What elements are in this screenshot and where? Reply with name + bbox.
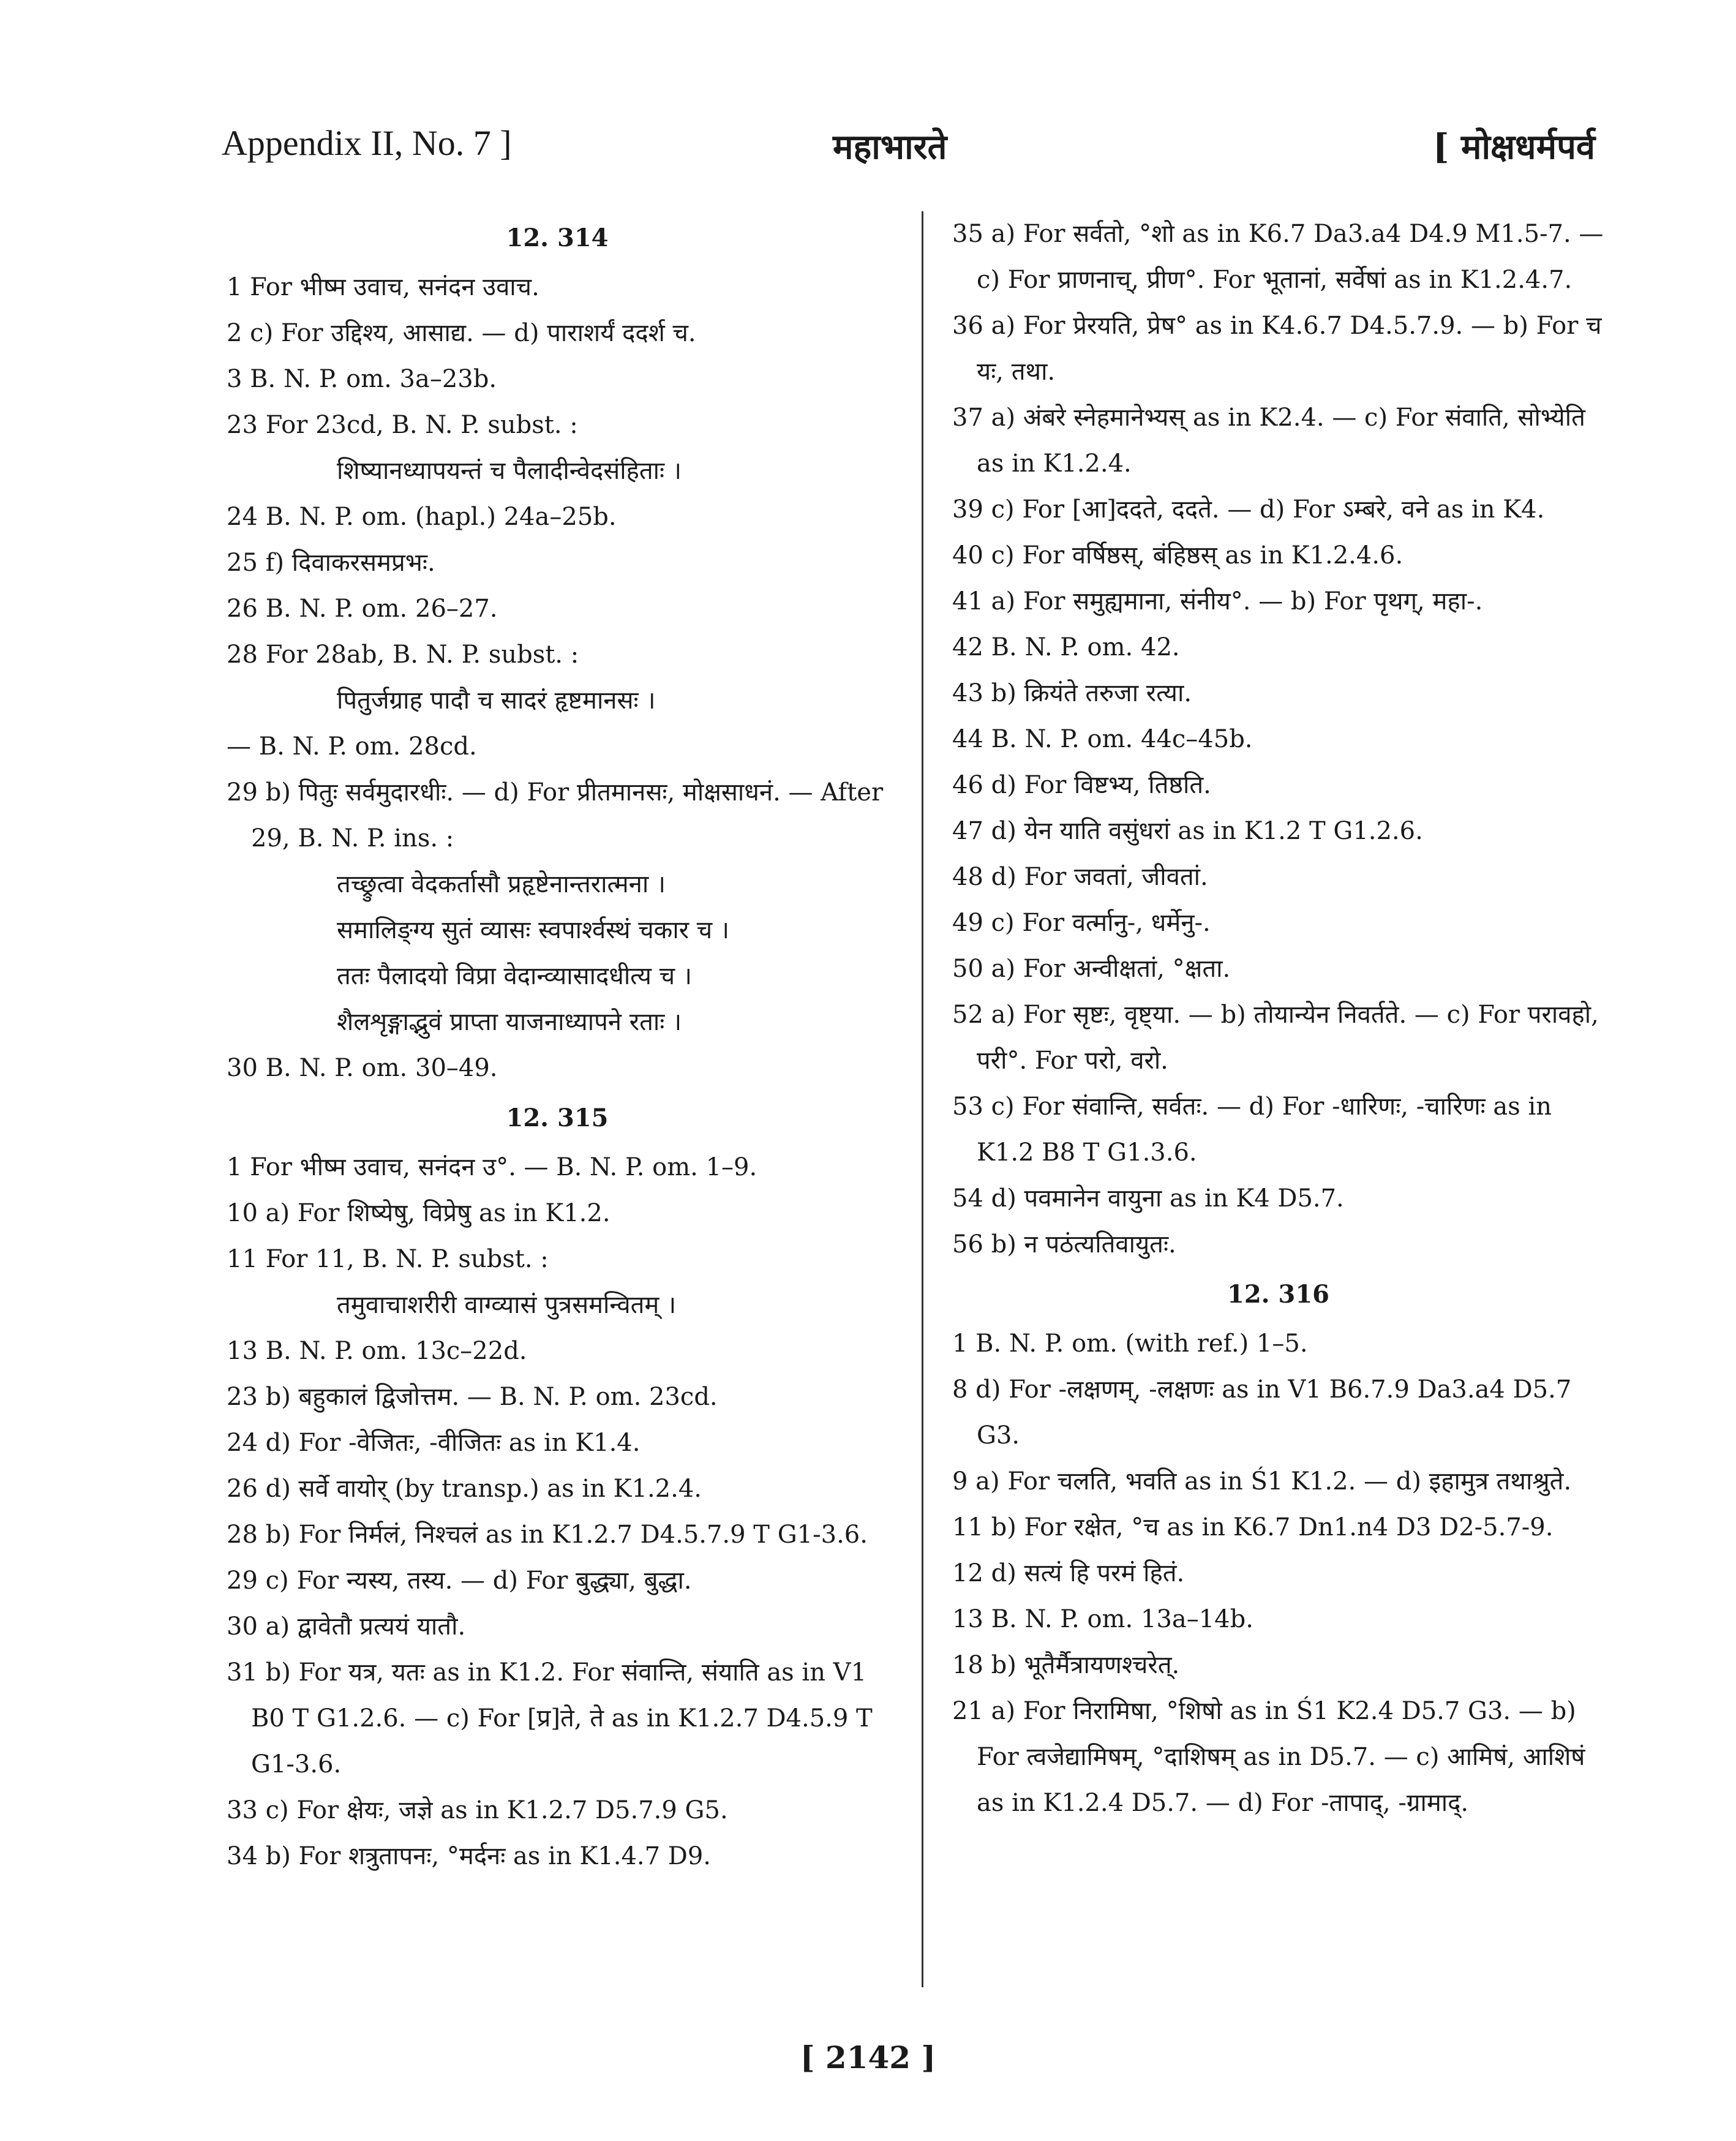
verse-line: शैलशृङ्गाद्भुवं प्राप्ता याजनाध्यापने रताः । — [337, 1008, 682, 1036]
note-entry: 48 d) For जवतां, जीवतां. — [952, 863, 1208, 891]
note-entry: 43 b) क्रियंते तरुजा रत्या. — [952, 679, 1192, 707]
note-entry: 52 a) For सृष्टः, वृष्ट्या. — b) तोयान्येन निवर्तते. — c) For परावहो, परी°. For परो, वरो. — [952, 1001, 1599, 1075]
note-entry: 2 c) For उद्दिश्य, आसाद्य. — d) पाराशर्यं ददर्श च. — [227, 319, 696, 347]
column-divider — [922, 211, 923, 1987]
header-section-title: [ मोक्षधर्मपर्व — [1433, 127, 1596, 167]
note-entry: 1 For भीष्म उवाच, सनंदन उवाच. — [227, 273, 539, 301]
note-entry: 8 d) For -लक्षणम्, -लक्षणः as in V1 B6.7.9 Da3.a4 D5.7 G3. — [952, 1375, 1572, 1450]
note-entry: 50 a) For अन्वीक्षतां, °क्षता. — [952, 955, 1231, 983]
note-entry: 53 c) For संवान्ति, सर्वतः. — d) For -धारिणः, -चारिणः as in K1.2 B8 T G1.3.6. — [952, 1093, 1552, 1167]
note-entry: 13 B. N. P. om. 13a–14b. — [952, 1605, 1253, 1633]
note-entry: 18 b) भूतैर्मैत्रायणश्चरेत्. — [952, 1651, 1180, 1679]
verse-line: ततः पैलादयो विप्रा वेदान्व्यासादधीत्य च । — [337, 962, 692, 990]
note-entry: 37 a) अंबरे स्नेहमानेभ्यस् as in K2.4. — c) For संवाति, सोभ्येति as in K1.2.4. — [952, 404, 1585, 478]
left-column — [227, 211, 888, 1879]
note-entry: 25 f) दिवाकरसमप्रभः. — [227, 549, 435, 577]
note-entry: 31 b) For यत्र, यतः as in K1.2. For संवान्ति, संयाति as in V1 B0 T G1.2.6. — c) For [प्र]ते, ते as in K1.2.7 D4.5.9 T G1-3.6. — [227, 1658, 873, 1778]
verse-line: समालिङ्ग्य सुतं व्यासः स्वपार्श्वस्थं चकार च । — [337, 916, 730, 944]
note-entry: 33 c) For क्षेयः, जज्ञे as in K1.2.7 D5.7.9 G5. — [227, 1796, 728, 1824]
note-entry: 35 a) For सर्वतो, °शो as in K6.7 Da3.a4 D4.9 M1.5-7. — c) For प्राणनाच्, प्रीण°. For भूतानां, सर्वेषां as in K1.2.4.7. — [952, 220, 1604, 294]
note-entry: 49 c) For वर्त्मानु-, धर्मेनु-. — [952, 909, 1211, 937]
note-entry: 28 b) For निर्मलं, निश्चलं as in K1.2.7 D4.5.7.9 T G1-3.6. — [227, 1521, 868, 1549]
note-entry: 40 c) For वर्षिष्ठस्, बंहिष्ठस् as in K1.2.4.6. — [952, 541, 1403, 570]
note-entry: 44 B. N. P. om. 44c–45b. — [952, 725, 1253, 753]
right-column — [952, 211, 1604, 1826]
note-entry: 12 d) सत्यं हि परमं हितं. — [952, 1559, 1185, 1587]
note-entry: 28 For 28ab, B. N. P. subst. : — [227, 641, 579, 669]
note-entry: 36 a) For प्रेरयति, प्रेष° as in K4.6.7 D4.5.7.9. — b) For च यः, तथा. — [952, 312, 1602, 386]
note-entry: 26 d) सर्वे वायोर् (by transp.) as in K1.2.4. — [227, 1475, 702, 1503]
verse-line: शिष्यानध्यापयन्तं च पैलादीन्वेदसंहिताः । — [337, 457, 682, 485]
note-entry: 21 a) For निरामिषा, °शिषो as in Ś1 K2.4 D5.7 G3. — b) For त्वजेद्यामिषम्, °दाशिषम् as in D5.7. — c) आमिषं, आशिषं as in K1.2.4 D5.7. — d) For -तापाद्, -ग्रामाद्. — [952, 1697, 1585, 1817]
section-heading-12-314: 12. 314 — [506, 224, 609, 252]
note-entry: 24 B. N. P. om. (hapl.) 24a–25b. — [227, 503, 617, 531]
note-entry: 41 a) For समुह्यमाना, संनीय°. — b) For पृथग्, महा-. — [952, 587, 1483, 615]
note-entry: 10 a) For शिष्येषु, विप्रेषु as in K1.2. — [227, 1199, 611, 1227]
verse-line: तमुवाचाशरीरी वाग्व्यासं पुत्रसमन्वितम् । — [337, 1291, 677, 1319]
note-entry: 23 b) बहुकालं द्विजोत्तम. — B. N. P. om. 23cd. — [227, 1383, 718, 1411]
note-entry: 29 c) For न्यस्य, तस्य. — d) For बुद्ध्या, बुद्धा. — [227, 1567, 692, 1595]
header-appendix-label: Appendix II, No. 7 ] — [222, 123, 512, 163]
verse-line: पितुर्जग्राह पादौ च सादरं हृष्टमानसः । — [337, 687, 656, 715]
header-book-title: महाभारते — [833, 127, 947, 167]
note-entry: 11 For 11, B. N. P. subst. : — [227, 1245, 549, 1273]
verse-line: तच्छ्रुत्वा वेदकर्तासौ प्रहृष्टेनान्तरात्मना । — [337, 870, 666, 898]
note-entry: 9 a) For चलति, भवति as in Ś1 K1.2. — d) इहामुत्र तथाश्रुते. — [952, 1467, 1572, 1496]
note-entry: — B. N. P. om. 28cd. — [227, 732, 477, 761]
note-entry: 30 a) द्वावेतौ प्रत्ययं यातौ. — [227, 1612, 466, 1641]
note-entry: 34 b) For शत्रुतापनः, °मर्दनः as in K1.4.7 D9. — [227, 1842, 712, 1870]
note-entry: 47 d) येन याति वसुंधरां as in K1.2 T G1.2.6. — [952, 817, 1423, 845]
note-entry: 24 d) For -वेजितः, -वीजितः as in K1.4. — [227, 1429, 641, 1457]
note-entry: 1 For भीष्म उवाच, सनंदन उ°. — B. N. P. om. 1–9. — [227, 1153, 757, 1181]
note-entry: 46 d) For विष्टभ्य, तिष्ठति. — [952, 771, 1211, 799]
note-entry: 11 b) For रक्षेत, °च as in K6.7 Dn1.n4 D3 D2-5.7-9. — [952, 1513, 1554, 1541]
note-entry: 29 b) पितुः सर्वमुदारधीः. — d) For प्रीतमानसः, मोक्षसाधनं. — After 29, B. N. P. ins. : — [227, 778, 884, 852]
page-number: [ 2142 ] — [800, 2039, 936, 2075]
note-entry: 42 B. N. P. om. 42. — [952, 633, 1180, 661]
note-entry: 1 B. N. P. om. (with ref.) 1–5. — [952, 1330, 1308, 1358]
note-entry: 3 B. N. P. om. 3a–23b. — [227, 365, 497, 393]
note-entry: 26 B. N. P. om. 26–27. — [227, 595, 498, 623]
section-heading-12-315: 12. 315 — [506, 1104, 609, 1132]
note-entry: 56 b) न पठंत्यतिवायुतः. — [952, 1230, 1176, 1259]
section-heading-12-316: 12. 316 — [1227, 1280, 1329, 1309]
note-entry: 39 c) For [आ]ददते, ददते. — d) For ऽम्बरे, वने as in K4. — [952, 495, 1545, 524]
note-entry: 13 B. N. P. om. 13c–22d. — [227, 1337, 527, 1365]
note-entry: 30 B. N. P. om. 30–49. — [227, 1054, 498, 1082]
note-entry: 54 d) पवमानेन वायुना as in K4 D5.7. — [952, 1184, 1344, 1213]
note-entry: 23 For 23cd, B. N. P. subst. : — [227, 411, 578, 439]
